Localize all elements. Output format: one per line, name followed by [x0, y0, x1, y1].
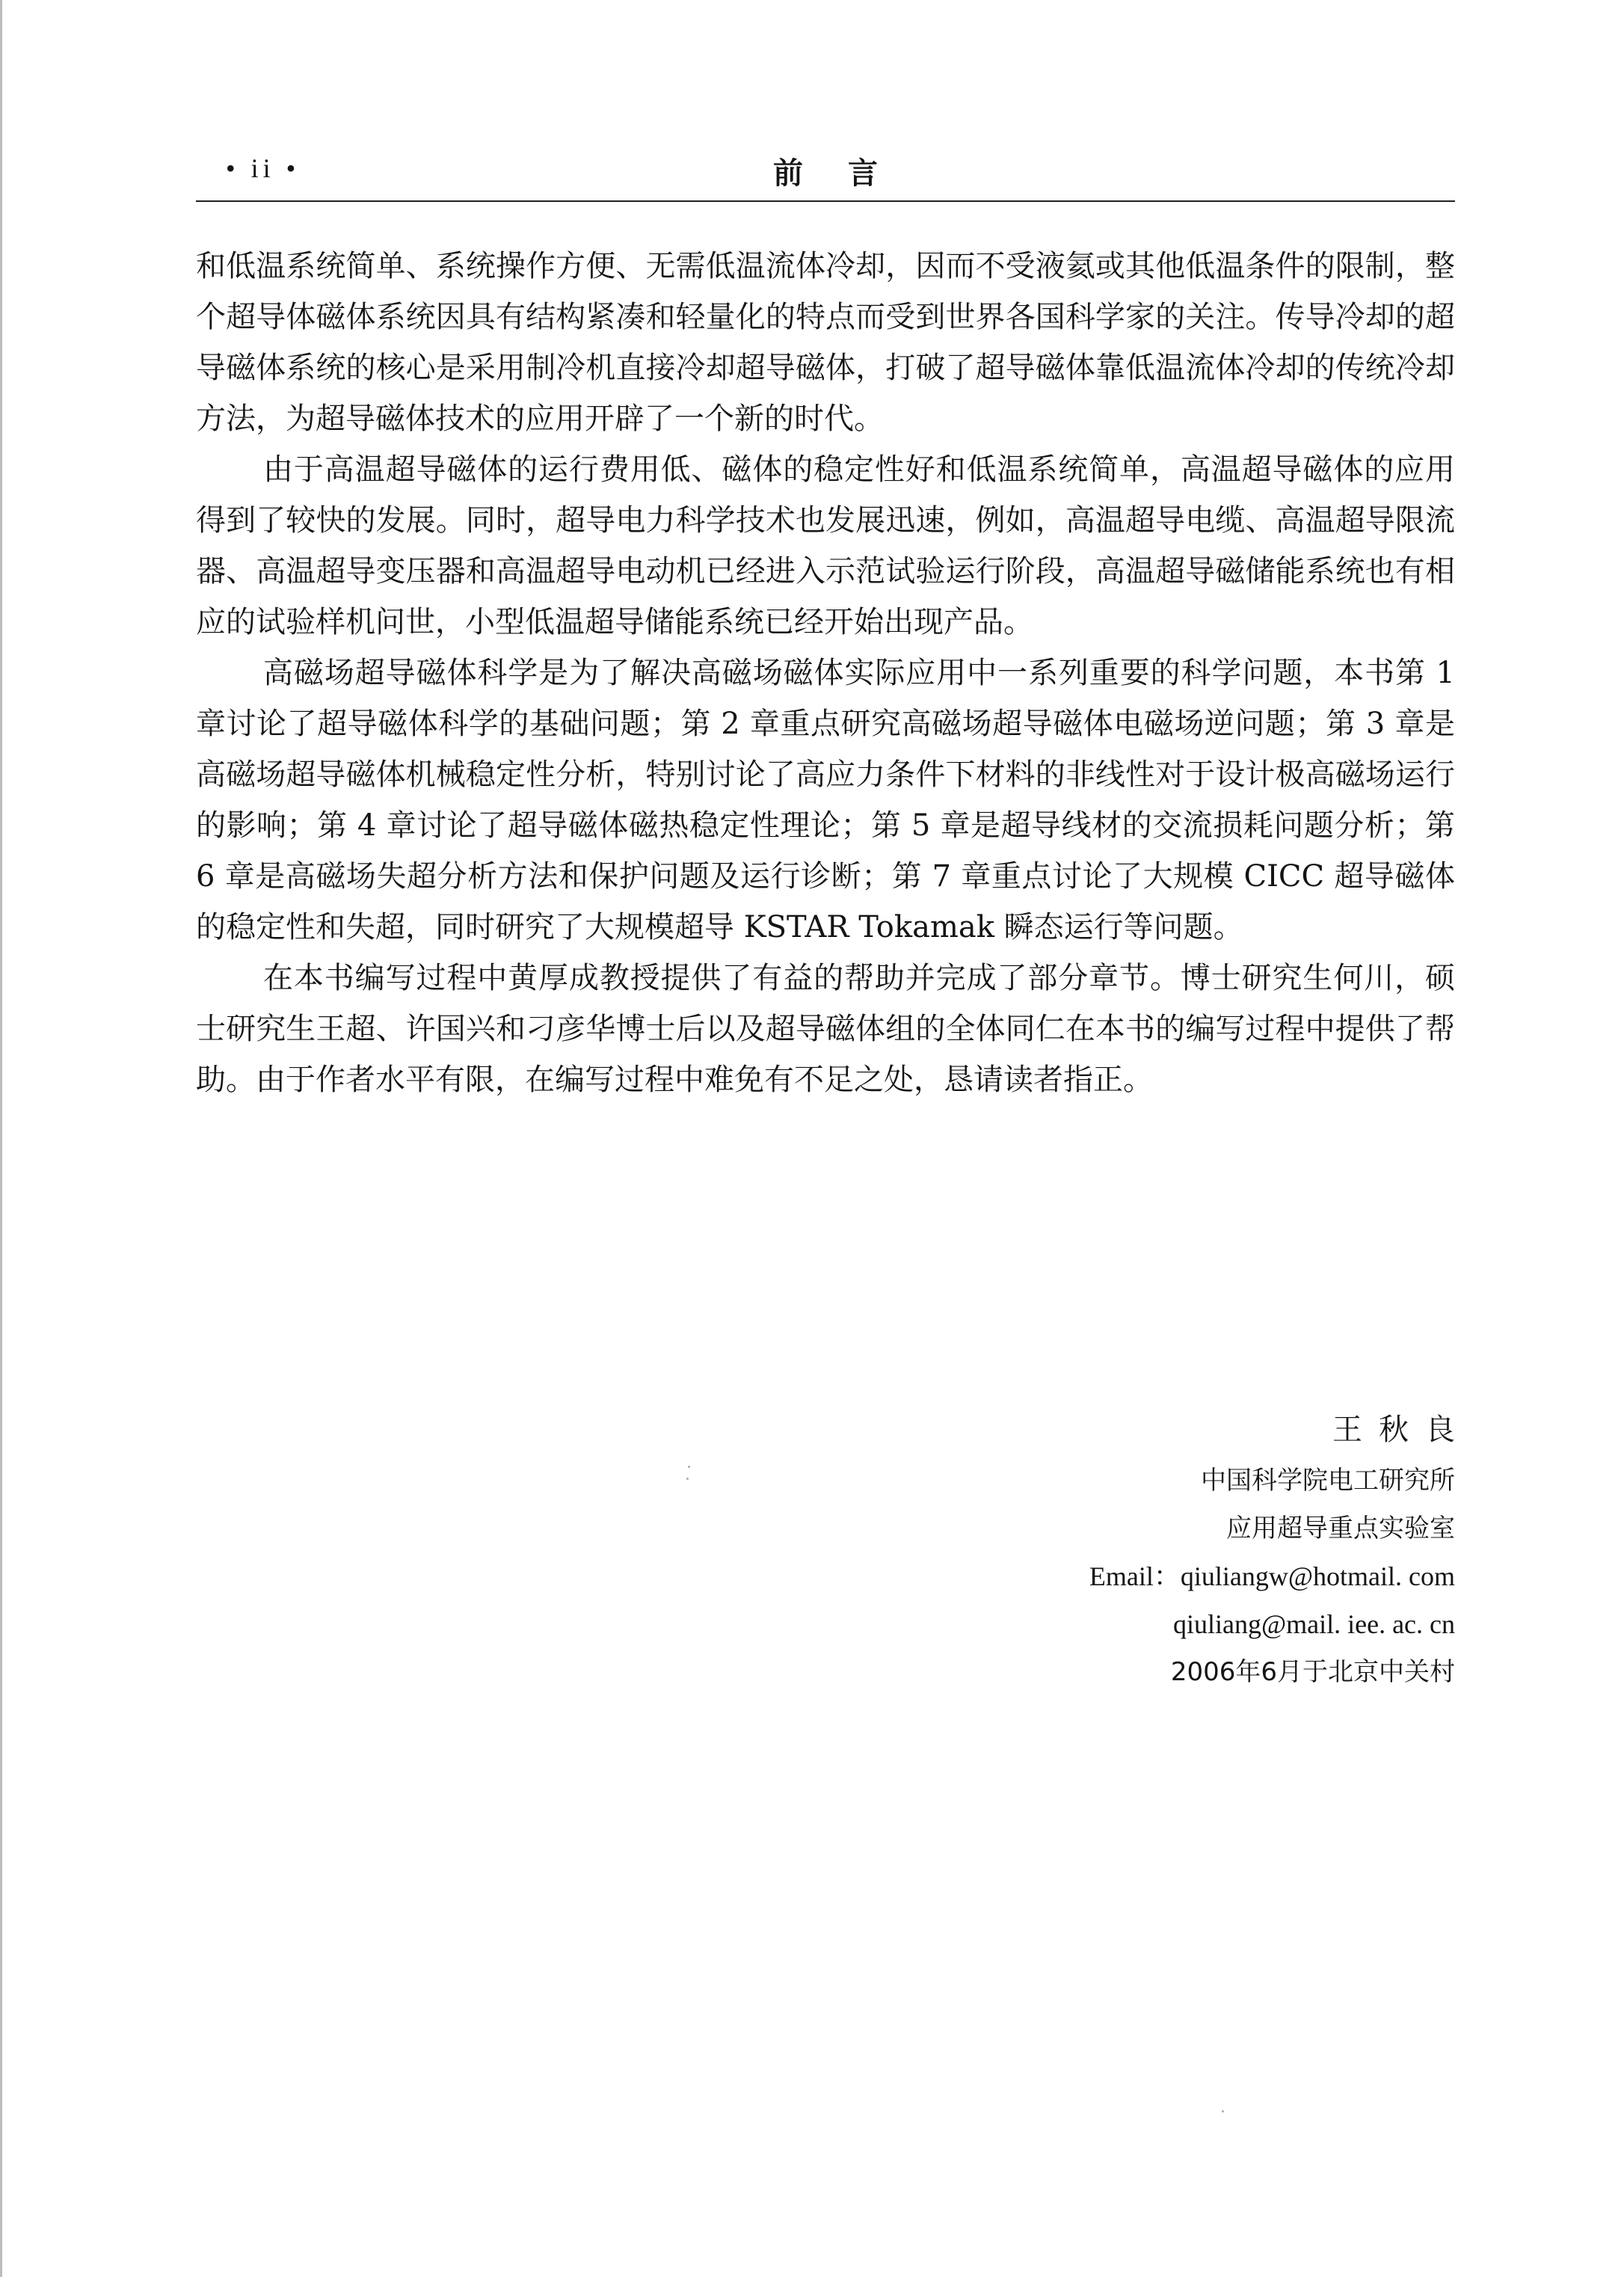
affiliation-lab: 应用超导重点实验室 — [1226, 1514, 1455, 1543]
email-secondary: qiuliang@mail. iee. ac. cn — [1172, 1609, 1455, 1639]
scan-speck — [1222, 2110, 1224, 2112]
header-rule — [196, 200, 1455, 202]
section-title: 前言 — [773, 156, 923, 191]
running-head — [196, 150, 1455, 194]
paragraph-htsc-applications: 由于高温超导磁体的运行费用低、磁体的稳定性好和低温系统简单，高温超导磁体的应用得到了较快的发展。同时，超导电力科学技术也发展迅速，例如，高温超导电缆、高温超导限流器、高温超导变压器和高温超导电动机已经进入示范试验运行阶段，高温超导磁储能系统也有相应的试验样机问世，小型低温超导储能系统已经开始出现产品。 — [196, 452, 1455, 639]
body-text — [196, 241, 1455, 1105]
paragraph-continuation: 和低温系统简单、系统操作方便、无需低温流体冷却，因而不受液氦或其他低温条件的限制，整个超导体磁体系统因具有结构紧凑和轻量化的特点而受到世界各国科学家的关注。传导冷却的超导磁体系统的核心是采用制冷机直接冷却超导磁体，打破了超导磁体靠低温流体冷却的传统冷却方法，为超导磁体技术的应用开辟了一个新的时代。 — [196, 249, 1455, 436]
scan-speck — [686, 1478, 689, 1480]
paragraph-book-outline: 高磁场超导磁体科学是为了解决高磁场磁体实际应用中一系列重要的科学问题，本书第 1 章讨论了超导磁体科学的基础问题；第 2 章重点研究高磁场超导磁体电磁场逆问题；第 3 章是高磁场超导磁体机械稳定性分析，特别讨论了高应力条件下材料的非线性对于设计极高磁场运行的影响；第 4 章讨论了超导磁体磁热稳定性理论；第 5 章是超导线材的交流损耗问题分析；第 6 章是高磁场失超分析方法和保护问题及运行诊断；第 7 章重点讨论了大规模 CICC 超导磁体的稳定性和失超，同时研究了大规模超导 KSTAR Tokamak 瞬态运行等问题。 — [196, 656, 1455, 944]
author-name: 王秋良 — [1332, 1413, 1471, 1447]
page-number: • ii • — [226, 153, 301, 183]
email-primary: Email：qiuliangw@hotmail. com — [1089, 1561, 1455, 1591]
date-place: 2006年6月于北京中关村 — [1170, 1657, 1455, 1687]
signature-block — [1089, 1403, 1471, 1696]
affiliation-institute: 中国科学院电工研究所 — [1201, 1466, 1455, 1496]
scan-edge — [0, 0, 2, 2277]
scan-speck — [688, 1466, 690, 1468]
paragraph-acknowledgements: 在本书编写过程中黄厚成教授提供了有益的帮助并完成了部分章节。博士研究生何川，硕士研究生王超、许国兴和刁彦华博士后以及超导磁体组的全体同仁在本书的编写过程中提供了帮助。由于作者水平有限，在编写过程中难免有不足之处，恳请读者指正。 — [196, 961, 1455, 1097]
